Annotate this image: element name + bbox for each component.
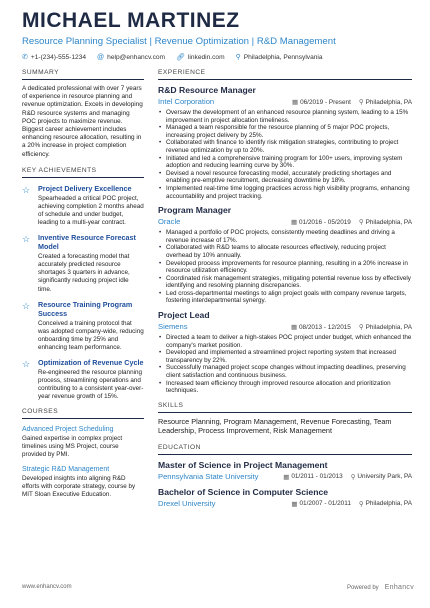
course-desc: Gained expertise in complex project timelines using MS Project, course provided by PMI. — [22, 435, 123, 459]
achievement-desc: Created a forecasting model that accurately predicted resource shortages 3 quarters in advance, significantly reducing project idle time. — [38, 253, 130, 293]
enhancv-logo: Enhancv — [384, 584, 414, 591]
achievement-item — [22, 300, 144, 352]
job-bullet: • Initiated and led a comprehensive training program for 100+ users, improving system adoption and reducing learning curve by 30%. — [158, 155, 412, 170]
left-column — [22, 69, 144, 499]
job-bullet: • Managed a portfolio of POC projects, consistently meeting deadlines and driving a revenue increase of 17%. — [158, 229, 412, 244]
course-title: Advanced Project Scheduling — [22, 426, 114, 434]
job-bullets — [158, 109, 412, 200]
achievement-title: Resource Training Program Success — [38, 299, 133, 318]
company-name: Intel Corporation — [158, 97, 215, 106]
page-footer — [22, 584, 414, 591]
job-location — [359, 323, 412, 331]
calendar-icon: ▦ — [290, 324, 297, 332]
achievement-title: Project Delivery Excellence — [38, 183, 132, 193]
achievement-item — [22, 358, 144, 401]
summary-text: A dedicated professional with over 7 years of experience in resource planning and revenue optimization. Excels in developing R&D resource systems and managing POC projects to maximize revenue. Biggest career achievement includes enhancing resource allocation, resulting in a 20% increase in project completion efficiency. — [22, 85, 143, 158]
education-meta — [158, 499, 412, 509]
education-dates — [283, 473, 342, 481]
location-pin-icon: ⚲ — [358, 219, 364, 227]
job-bullets — [158, 334, 412, 395]
linkedin-text[interactable]: linkedin.com — [187, 54, 225, 61]
school-name: Pennsylvania State University — [158, 471, 259, 481]
achievements-list — [22, 184, 144, 402]
job-dates — [291, 218, 351, 226]
degree-title: Master of Science in Project Management — [158, 459, 328, 470]
job-bullet: • Directed a team to deliver a high-stakes POC project under budget, which enhanced the company's market position. — [158, 334, 412, 349]
powered-by-text: Powered by — [346, 584, 379, 591]
job-meta-right — [292, 98, 412, 106]
job-entry — [158, 310, 412, 395]
job-bullet: • Oversaw the development of an enhanced resource planning system, leading to a 15% improvement in project allocation timeliness. — [158, 109, 412, 124]
calendar-icon: ▦ — [291, 500, 298, 508]
at-icon: @ — [97, 54, 105, 61]
education-meta — [158, 472, 412, 482]
courses-heading: COURSES — [22, 408, 144, 419]
achievement-body — [38, 358, 144, 401]
job-bullet: • Increased team efficiency through improved resource allocation and prioritization techniques. — [158, 380, 412, 395]
school-name: Drexel University — [158, 498, 216, 508]
achievement-body — [38, 233, 144, 293]
calendar-icon: ▦ — [292, 99, 299, 106]
candidate-name: MICHAEL MARTINEZ — [22, 9, 240, 32]
job-entry — [158, 85, 412, 200]
experience-heading: EXPERIENCE — [158, 69, 412, 80]
degree-title: Bachelor of Science in Computer Science — [158, 486, 329, 497]
job-entry — [158, 205, 412, 305]
education-location-text: University Park, PA — [357, 473, 412, 481]
job-bullet: • Collaborated with finance to identify risk mitigation strategies, contributing to project revenue optimization by up to 20%. — [158, 139, 412, 154]
courses-list — [22, 425, 144, 499]
job-meta — [158, 217, 412, 227]
skills-heading: SKILLS — [158, 402, 412, 413]
star-icon: ☆ — [22, 300, 31, 311]
education-meta-right — [291, 500, 412, 508]
phone-contact — [22, 53, 86, 62]
job-bullet: • Implemented real-time time logging practices across high visibility programs, enhancing accountability and project tracking. — [158, 185, 412, 200]
job-bullet: • Successfully managed project scope changes without impacting deadlines, preserving client satisfaction and continuous business. — [158, 364, 412, 379]
job-meta-right — [291, 323, 412, 331]
phone-icon: ✆ — [22, 54, 28, 61]
job-bullet: • Managed a team responsible for the resource planning of 5 major POC projects, increasing project delivery by 25%. — [158, 124, 412, 139]
company-name: Oracle — [158, 217, 181, 227]
skills-text: Resource Planning, Program Management, Revenue Forecasting, Team Leadership, Process Improvement, Risk Management — [158, 416, 392, 436]
achievements-heading: KEY ACHIEVEMENTS — [22, 167, 144, 178]
job-bullet: • Collaborated with R&D teams to allocate resources effectively, reducing project overhead by 10% annually. — [158, 244, 412, 259]
link-icon: 🔗︎ — [176, 54, 185, 61]
education-meta-right — [283, 473, 412, 481]
job-bullet: • Developed process improvements for resource planning, resulting in a 20% increase in resource utilization efficiency. — [158, 260, 412, 275]
calendar-icon: ▦ — [283, 473, 290, 481]
location-pin-icon: ⚲ — [235, 54, 241, 61]
job-location-text: Philadelphia, PA — [365, 323, 412, 331]
education-heading: EDUCATION — [158, 444, 412, 455]
footer-website[interactable]: www.enhancv.com — [22, 584, 72, 590]
education-entry — [158, 487, 412, 509]
education-location-text: Philadelphia, PA — [365, 500, 412, 508]
achievement-item — [22, 233, 144, 293]
job-meta-right — [291, 218, 412, 226]
star-icon: ☆ — [22, 234, 31, 245]
achievement-desc: Re-engineered the resource planning process, streamlining operations and contributing to a consistent year-over-year revenue growth of 15%. — [38, 369, 144, 401]
job-bullet: • Coordinated risk management strategies, mitigating potential revenue loss by effectively identifying and resolving planning discrepancies. — [158, 275, 412, 290]
linkedin-contact[interactable] — [176, 53, 225, 62]
job-dates-text: 06/2019 - Present — [300, 98, 351, 106]
star-icon: ☆ — [22, 184, 31, 195]
job-meta — [158, 97, 412, 107]
job-title: R&D Resource Manager — [158, 85, 256, 95]
footer-brand — [347, 584, 414, 591]
experience-list — [158, 85, 412, 395]
job-location-text: Philadelphia, PA — [365, 98, 412, 106]
job-dates-text: 01/2016 - 05/2019 — [298, 218, 351, 226]
resume-header — [22, 8, 414, 62]
job-dates-text: 08/2013 - 12/2015 — [298, 323, 351, 331]
location-pin-icon: ⚲ — [358, 99, 364, 106]
email-text[interactable]: help@enhancv.com — [107, 54, 166, 61]
achievement-desc: Spearheaded a critical POC project, achieving completion 2 months ahead of schedule and under budget, leading to a multi-year contract. — [38, 194, 144, 227]
calendar-icon: ▦ — [290, 219, 297, 227]
star-icon: ☆ — [22, 359, 31, 370]
job-location — [359, 98, 412, 106]
job-dates — [291, 323, 351, 331]
education-location — [351, 473, 412, 481]
location-contact — [236, 53, 323, 62]
job-location — [359, 218, 412, 226]
education-location — [359, 500, 412, 508]
job-bullet: • Developed and implemented a streamlined project reporting system that increased transparency by 22%. — [158, 349, 412, 364]
location-pin-icon: ⚲ — [358, 324, 364, 332]
job-dates — [292, 98, 351, 106]
education-dates — [291, 500, 350, 508]
job-bullet: • Led cross-departmental meetings to align project goals with company revenue targets, fostering interdepartmental synergy. — [158, 290, 412, 305]
company-name: Siemens — [158, 322, 188, 332]
location-pin-icon: ⚲ — [358, 500, 364, 508]
course-title: Strategic R&D Management — [22, 466, 110, 474]
summary-heading: SUMMARY — [22, 69, 144, 80]
achievement-body — [38, 300, 144, 352]
job-location-text: Philadelphia, PA — [365, 218, 412, 226]
location-pin-icon: ⚲ — [350, 473, 356, 481]
achievement-desc: Conceived a training protocol that was adopted company-wide, reducing onboarding time by 25% and enhancing team performance. — [38, 319, 144, 351]
achievement-item — [22, 184, 144, 227]
email-contact[interactable] — [97, 53, 165, 62]
education-dates-text: 01/2011 - 01/2013 — [291, 473, 343, 481]
job-bullets — [158, 229, 412, 305]
job-meta — [158, 322, 412, 332]
contact-row — [22, 53, 414, 62]
education-list — [158, 460, 412, 509]
achievement-body — [38, 184, 144, 227]
course-desc: Developed insights into aligning R&D efforts with corporate strategy, course by MIT Sloan Executive Education. — [22, 475, 136, 499]
location-text: Philadelphia, Pennsylvania — [243, 54, 323, 61]
candidate-title: Resource Planning Specialist | Revenue Optimization | R&D Management — [22, 36, 336, 47]
achievement-title: Optimization of Revenue Cycle — [38, 358, 144, 368]
job-bullet: • Devised a novel resource forecasting model, accurately predicting shortages and enabling pre-emptive recruitment, decreasing downtime by 18%. — [158, 170, 412, 185]
achievement-title: Inventive Resource Forecast Model — [38, 233, 136, 252]
job-title: Program Manager — [158, 205, 232, 216]
job-title: Project Lead — [158, 310, 210, 321]
right-column — [158, 69, 412, 509]
education-entry — [158, 460, 412, 482]
education-dates-text: 01/2007 - 01/2011 — [299, 500, 351, 508]
phone-text: +1-(234)-555-1234 — [30, 54, 87, 61]
